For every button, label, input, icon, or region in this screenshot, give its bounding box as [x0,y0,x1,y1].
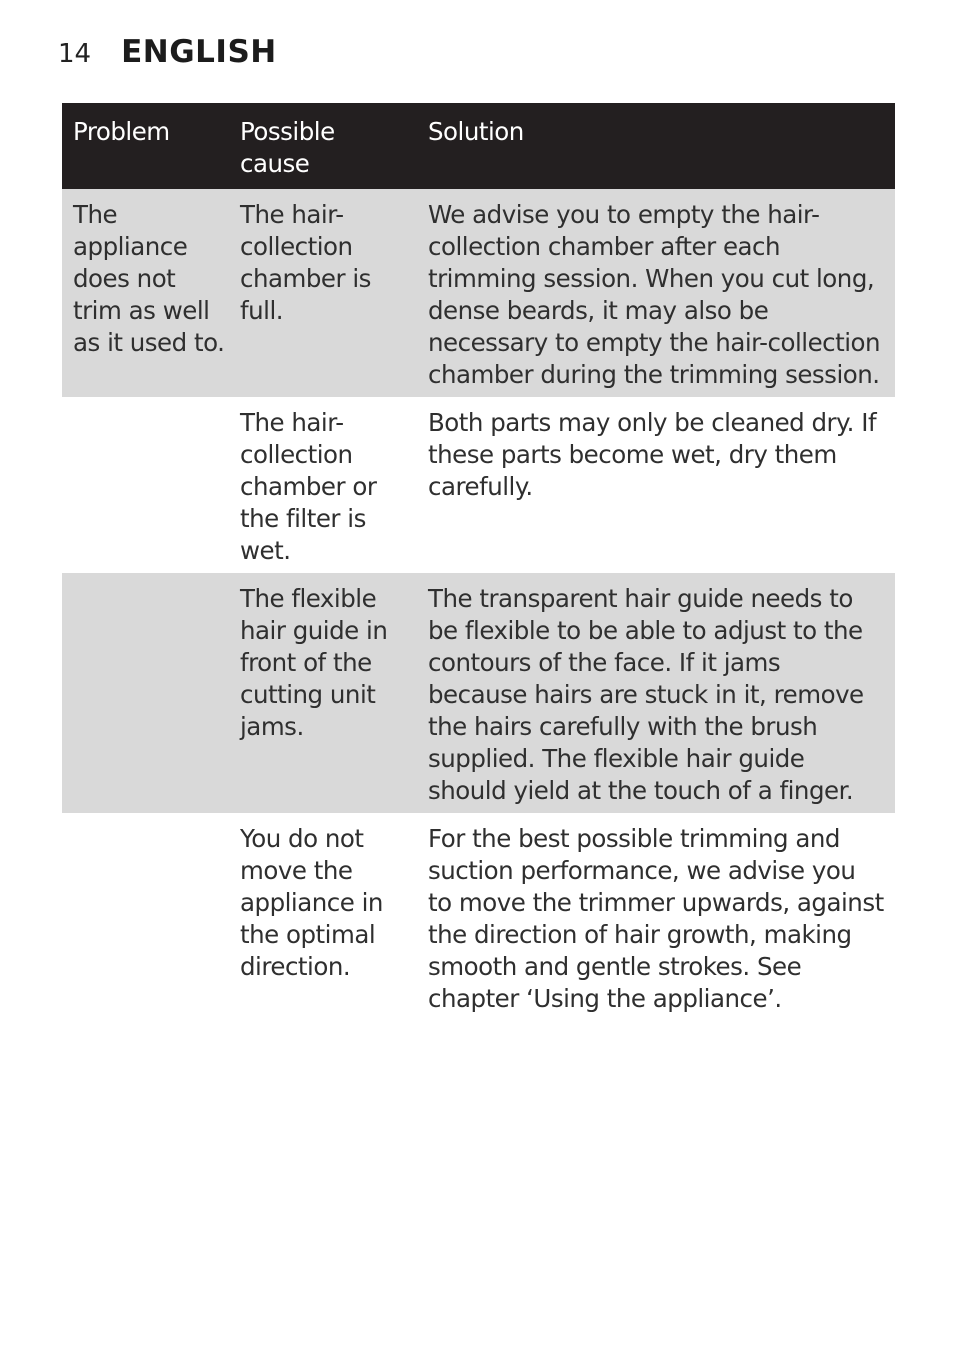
problem-cell [62,813,229,1021]
problem-cell [62,397,229,573]
troubleshooting-table [62,103,895,1021]
table-row [62,397,895,573]
table-row [62,813,895,1021]
solution-cell: Both parts may only be cleaned dry. If these parts become wet, dry them carefully. [417,397,895,573]
cause-cell: The flexible hair guide in front of the cutting unit jams. [229,573,417,813]
table-header-row [62,103,895,189]
column-header-problem: Problem [62,103,229,189]
page-header [58,34,277,74]
cause-cell: The hair-collection chamber is full. [229,189,417,397]
table-row [62,573,895,813]
column-header-possible-cause: Possible cause [229,103,417,189]
table-row [62,189,895,397]
cause-cell: The hair-collection chamber or the filter is wet. [229,397,417,573]
page-number: 14 [58,39,92,69]
table-header [62,103,895,189]
solution-cell: We advise you to empty the hair-collection chamber after each trimming session. When you cut long, dense beards, it may also be necessary to empty the hair-collection chamber during the trimming session. [417,189,895,397]
problem-cell: The appliance does not trim as well as it used to. [62,189,229,397]
problem-cell [62,573,229,813]
section-title: ENGLISH [121,34,277,70]
table-body [62,189,895,1021]
cause-cell: You do not move the appliance in the optimal direction. [229,813,417,1021]
column-header-solution: Solution [417,103,895,189]
solution-cell: The transparent hair guide needs to be flexible to be able to adjust to the contours of the face. If it jams because hairs are stuck in it, remove the hairs carefully with the brush supplied. The flexible hair guide should yield at the touch of a finger. [417,573,895,813]
solution-cell: For the best possible trimming and suction performance, we advise you to move the trimmer upwards, against the direction of hair growth, making smooth and gentle strokes. See chapter ‘Using the appliance’. [417,813,895,1021]
